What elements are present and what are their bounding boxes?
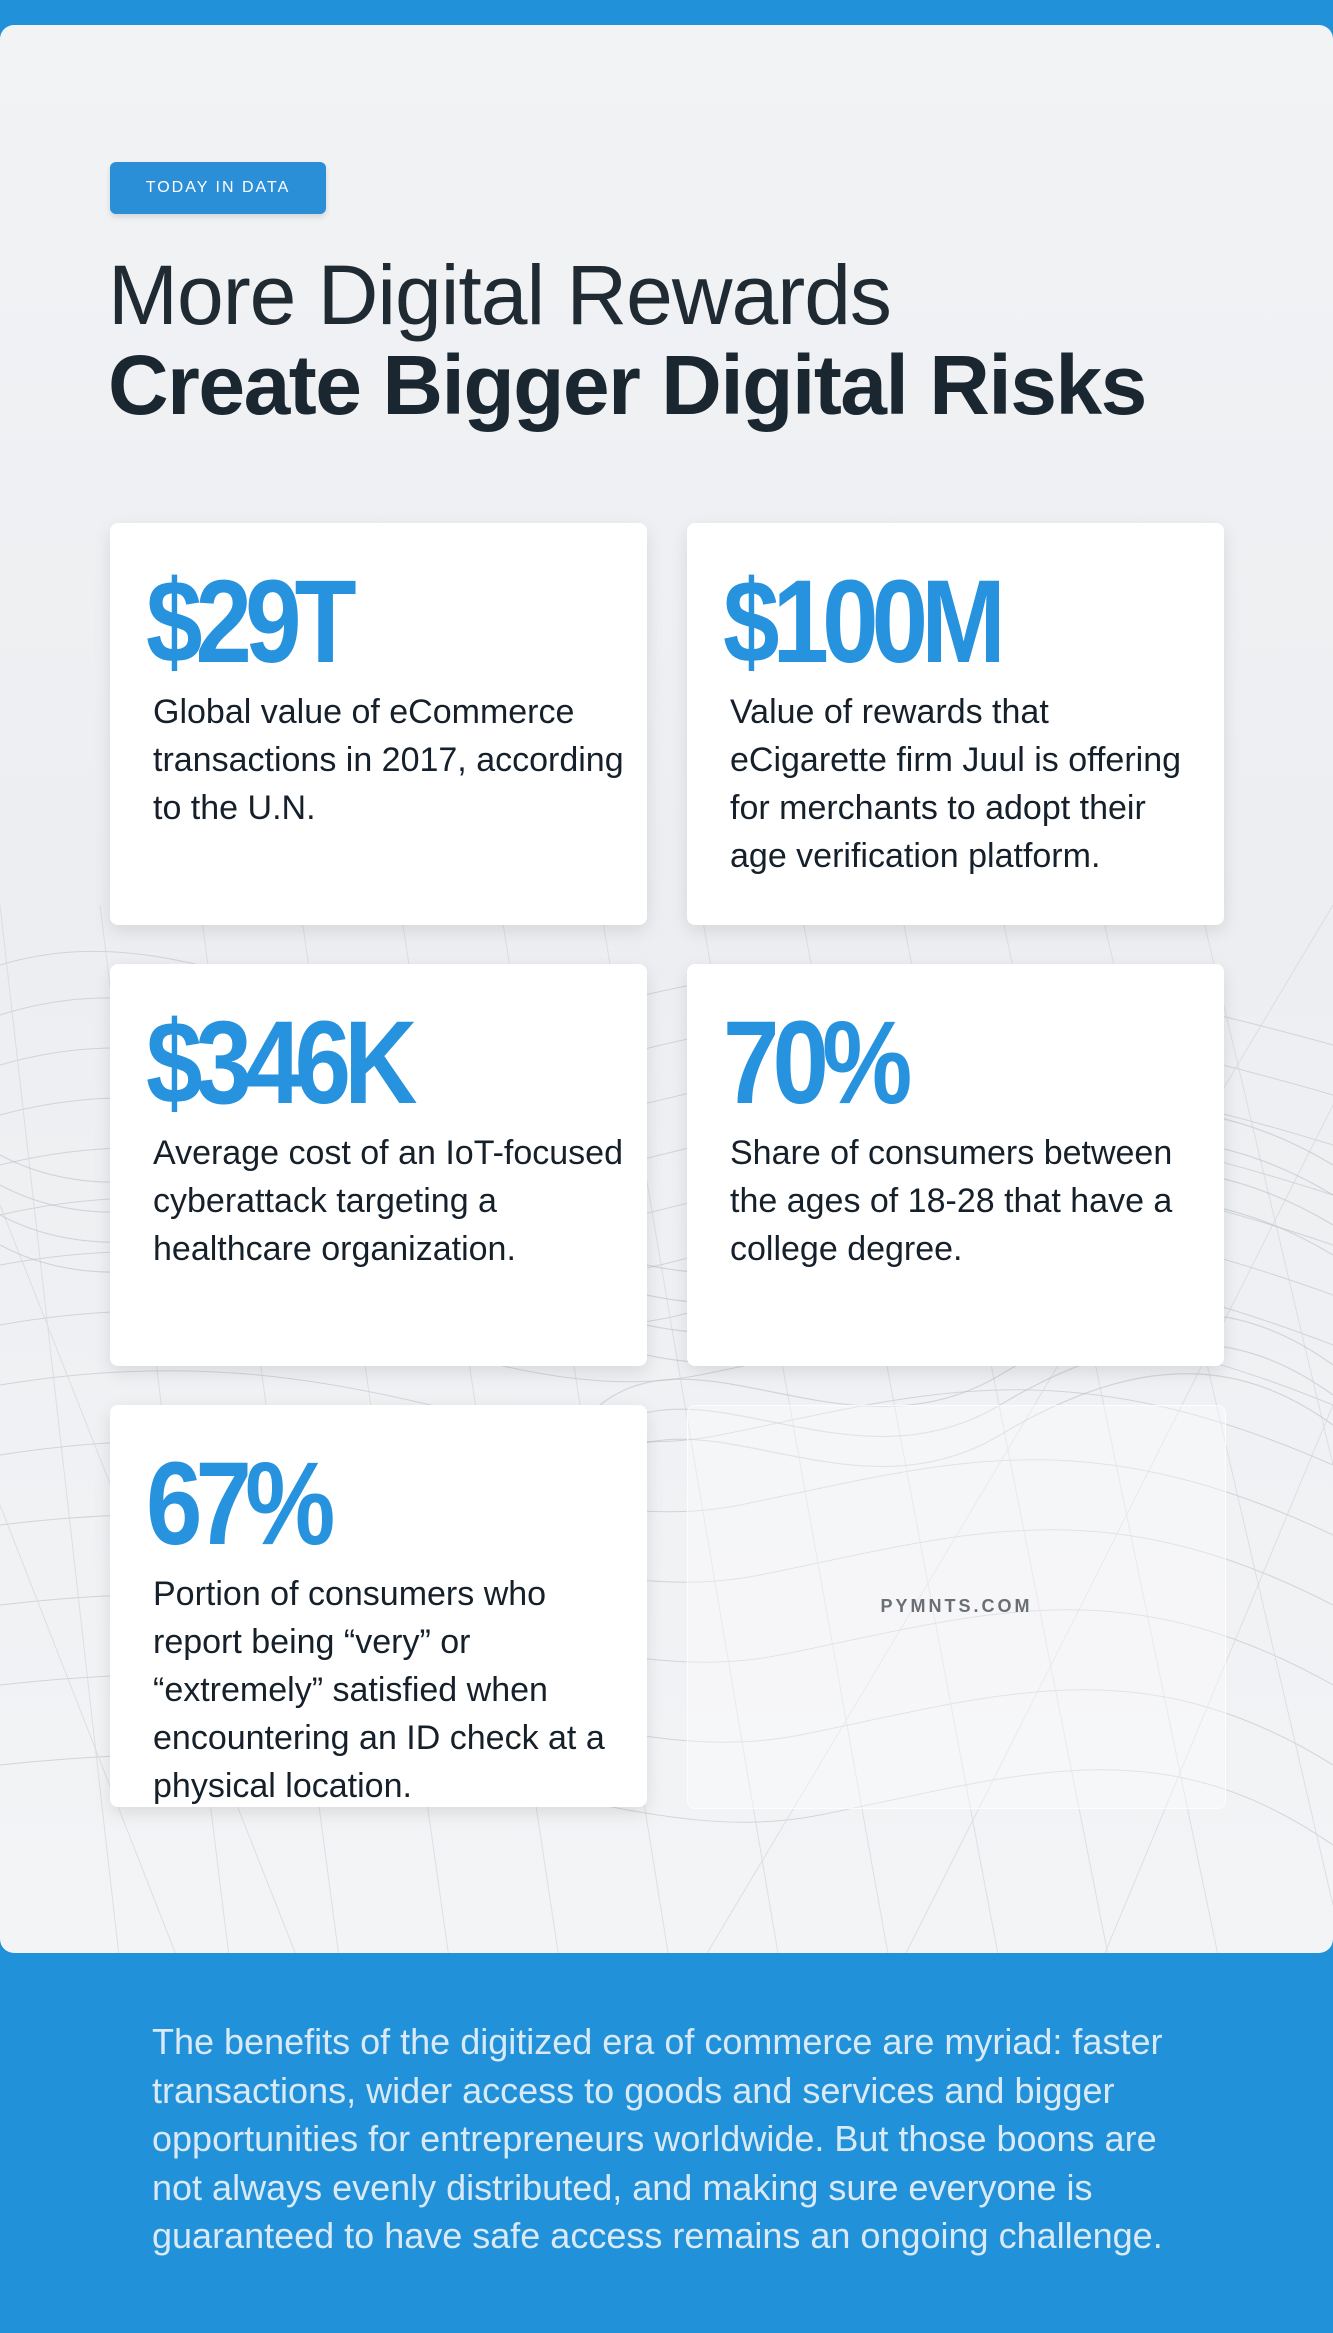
stat-value: 67% (146, 1438, 329, 1570)
stat-description: Share of consumers between the ages of 18-28 that have a college degree. (730, 1134, 1173, 1268)
brand-card (687, 1405, 1226, 1809)
today-in-data-badge: TODAY IN DATA (110, 162, 326, 214)
content-panel (0, 25, 1333, 1953)
stat-card-iot-cyberattack-cost (110, 964, 647, 1366)
stat-value: 70% (723, 997, 906, 1129)
stat-description: Global value of eCommerce transactions in 2017, according to the U.N. (153, 693, 624, 827)
stat-description: Average cost of an IoT-focused cyberattack targeting a healthcare organization. (153, 1134, 623, 1268)
page-title-line1: More Digital Rewards (108, 248, 891, 342)
stat-card-ecommerce-value (110, 523, 647, 925)
stat-card-id-check-satisfaction (110, 1405, 647, 1807)
brand-logo-text: PYMNTS.COM (880, 1596, 1033, 1616)
footer-summary-text: The benefits of the digitized era of commerce are myriad: faster transactions, wider access to goods and services and bigger opportunities for entrepreneurs worldwide. But those boons are not always evenly distributed, and making sure everyone is guaranteed to have safe access remains an ongoing challenge. (152, 2021, 1163, 2256)
stat-description: Portion of consumers who report being “very” or “extremely” satisfied when encountering an ID check at a physical location. (153, 1575, 605, 1805)
stat-description: Value of rewards that eCigarette firm Juul is offering for merchants to adopt their age verification platform. (730, 693, 1182, 875)
stat-card-college-degree-share (687, 964, 1224, 1366)
stat-value: $346K (146, 997, 411, 1129)
stat-value: $100M (723, 556, 999, 688)
stat-card-juul-rewards (687, 523, 1224, 925)
stat-value: $29T (146, 556, 350, 688)
page-title-line2: Create Bigger Digital Risks (108, 338, 1146, 432)
